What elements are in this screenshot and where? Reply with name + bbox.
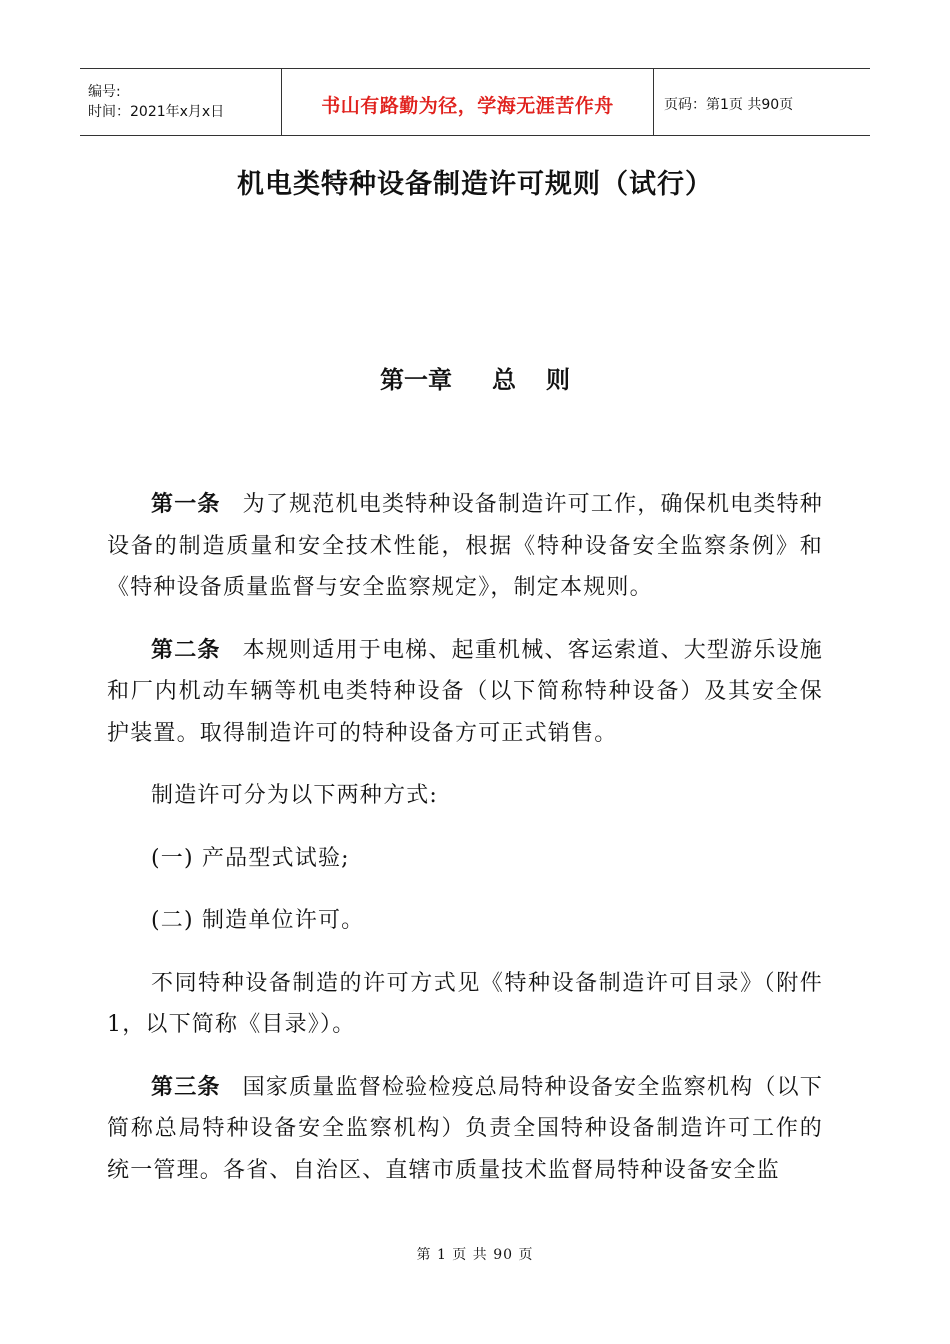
paragraph-text: 国家质量监督检验检疫总局特种设备安全监察机构（以下简称总局特种设备安全监察机构）负责全国特种设备制造许可工作的统一管理。各省、自治区、直辖市质量技术监督局特种设备安全监: [107, 1074, 823, 1183]
body-text: [107, 484, 823, 1212]
page-footer: 第 1 页 共 90 页: [416, 1247, 534, 1263]
paragraph-text: 不同特种设备制造的许可方式见《特种设备制造许可目录》（附件1，以下简称《目录》）。: [107, 970, 823, 1037]
paragraph-article-3: [107, 1067, 823, 1192]
paragraph-text: 制造许可分为以下两种方式:: [151, 783, 439, 808]
document-title: 机电类特种设备制造许可规则（试行）: [237, 169, 713, 200]
page-info: 页码：第1页 共90页: [664, 97, 794, 113]
paragraph-article-1: [107, 484, 823, 609]
paragraph-methods-intro: [107, 775, 823, 817]
time-label: 时间：2021年x月x日: [88, 104, 225, 120]
article-label: 第三条: [151, 1074, 221, 1100]
paragraph-method-1: [107, 838, 823, 880]
number-label: 编号:: [88, 84, 121, 100]
header-meta-cell: [80, 69, 282, 135]
paragraph-text: 本规则适用于电梯、起重机械、客运索道、大型游乐设施和厂内机动车辆等机电类特种设备（以下简称特种设备）及其安全保护装置。取得制造许可的特种设备方可正式销售。: [107, 637, 823, 746]
paragraph-catalog-ref: [107, 963, 823, 1046]
motto-text: 书山有路勤为径，学海无涯苦作舟: [321, 94, 614, 117]
page-info-cell: [654, 69, 870, 135]
article-label: 第二条: [151, 637, 221, 663]
paragraph-text: (二) 制造单位许可。: [151, 908, 365, 933]
header-table: [80, 68, 870, 136]
chapter-name-1: 总: [492, 366, 516, 394]
paragraph-article-2: [107, 630, 823, 755]
chapter-name-2: 则: [546, 366, 570, 394]
chapter-title: [0, 360, 950, 395]
article-label: 第一条: [151, 492, 221, 517]
chapter-number: 第一章: [380, 366, 452, 394]
paragraph-text: 为了规范机电类特种设备制造许可工作，确保机电类特种设备的制造质量和安全技术性能，根据《特种设备安全监察条例》和《特种设备质量监督与安全监察规定》，制定本规则。: [107, 492, 823, 600]
paragraph-method-2: [107, 900, 823, 942]
paragraph-text: (一) 产品型式试验;: [151, 845, 350, 871]
motto-cell: [282, 69, 654, 135]
